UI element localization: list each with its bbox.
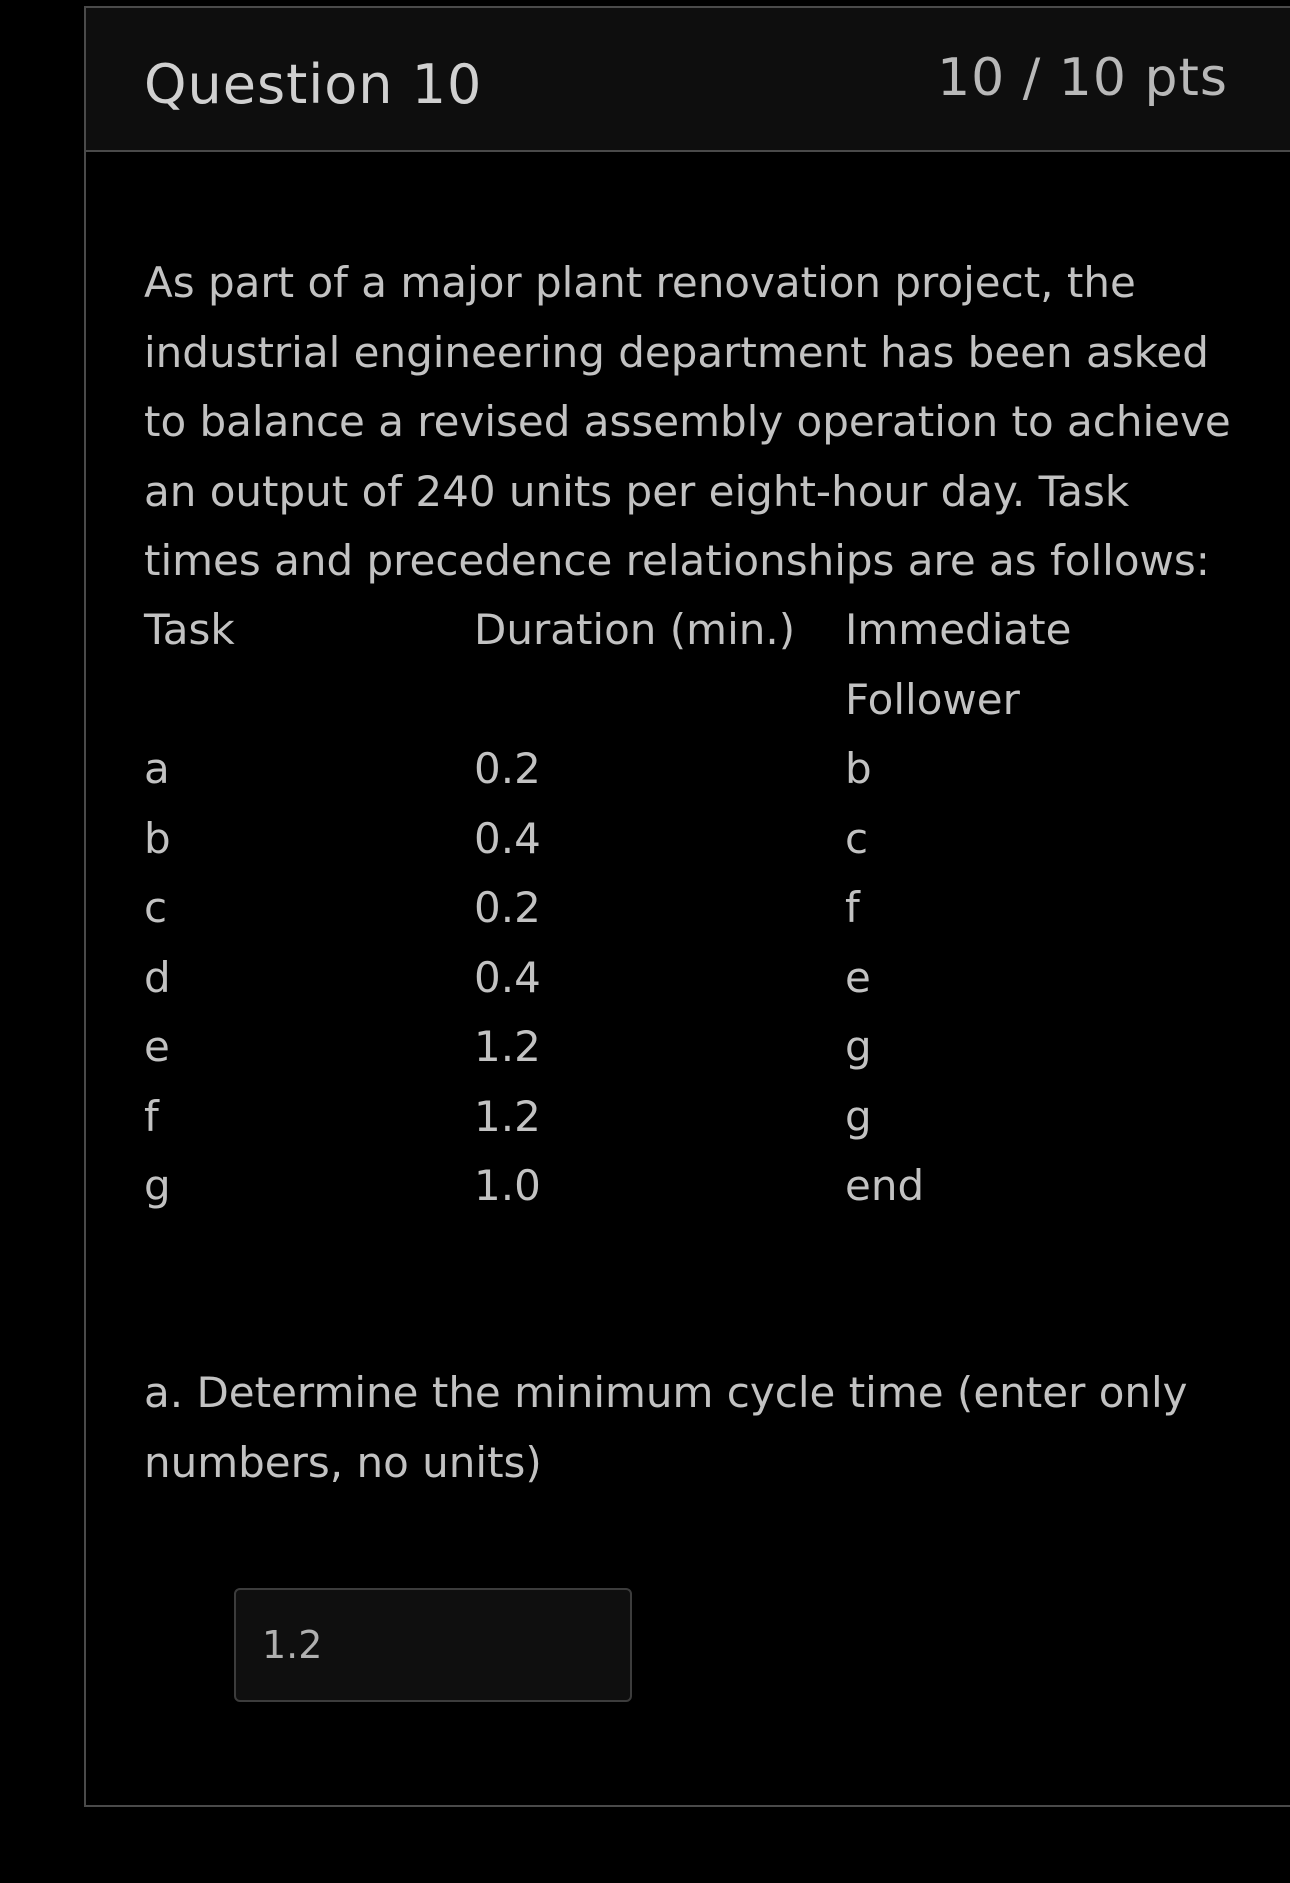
follower-cell: e [845, 952, 871, 1002]
table-header-follower: Immediate Follower [845, 605, 1072, 724]
follower-cell: end [845, 1161, 925, 1210]
table-row [144, 1151, 1234, 1221]
table-row [144, 1082, 1234, 1152]
duration-cell: 1.0 [474, 1161, 541, 1210]
answer-input[interactable]: 1.2 [234, 1588, 632, 1702]
duration-cell: 0.4 [474, 813, 541, 863]
follower-cell: g [845, 1091, 872, 1141]
table-row [144, 873, 1234, 943]
task-table [144, 595, 1234, 1221]
follower-cell: b [845, 744, 872, 793]
task-cell: d [144, 952, 171, 1002]
question-header [86, 8, 1290, 152]
task-cell: b [144, 813, 171, 863]
question-intro: As part of a major plant renovation project, the industrial engineering department has been asked to balance a revised assembly operation to achieve an output of 240 units per eight-hour day. Task times and precedence relationships are as follows: [144, 258, 1231, 585]
table-row [144, 734, 1234, 804]
duration-cell: 0.4 [474, 952, 541, 1002]
part-a-prompt: a. Determine the minimum cycle time (enter only numbers, no units) [144, 1368, 1188, 1487]
table-header-duration: Duration (min.) [474, 605, 796, 654]
table-header-row [144, 595, 1234, 734]
task-cell: f [144, 1091, 159, 1141]
question-card [84, 6, 1290, 1807]
duration-cell: 0.2 [474, 744, 541, 793]
table-row [144, 804, 1234, 874]
follower-cell: c [845, 813, 869, 863]
duration-cell: 1.2 [474, 1091, 541, 1141]
task-cell: a [144, 744, 170, 793]
task-cell: e [144, 1022, 170, 1071]
follower-cell: g [845, 1022, 872, 1071]
question-points: 10 / 10 pts [937, 48, 1228, 108]
table-header-task: Task [144, 605, 235, 654]
table-row [144, 1012, 1234, 1082]
task-cell: c [144, 883, 168, 932]
duration-cell: 1.2 [474, 1022, 541, 1071]
table-row [144, 943, 1234, 1013]
follower-cell: f [845, 883, 860, 932]
task-cell: g [144, 1161, 171, 1210]
duration-cell: 0.2 [474, 883, 541, 932]
question-title: Question 10 [144, 53, 483, 116]
